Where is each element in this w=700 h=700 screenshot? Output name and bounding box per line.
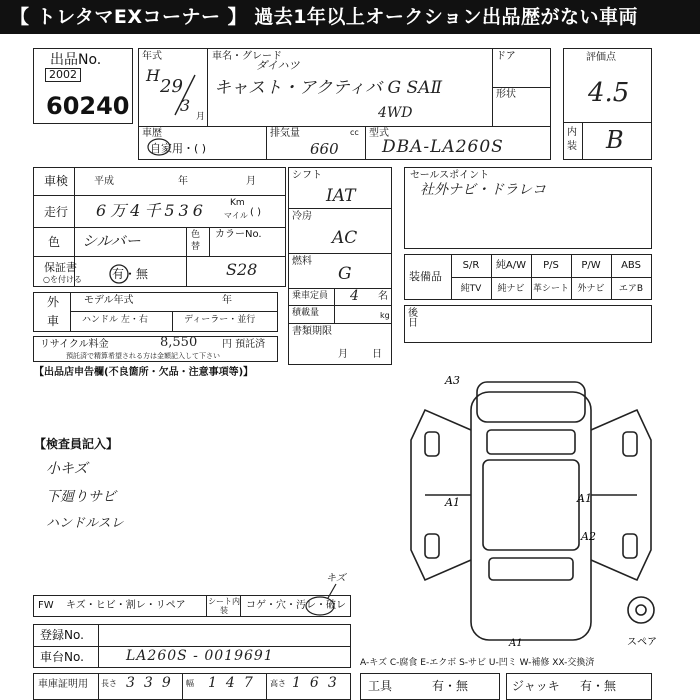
inspection-label: 車検 [44,174,69,188]
shape-label: 形状 [496,89,516,100]
score-value: 4.5 [588,78,630,108]
diagram-mark-5: A1 [509,638,523,649]
door-label: ドア [496,51,516,62]
jack-label: ジャッキ [512,679,560,693]
deadline-month: 月 [338,349,348,360]
load-unit: kg [380,311,390,320]
mileage-label: 走行 [44,205,69,219]
ac-label: 冷房 [292,211,312,222]
inspector-line-3: ハンドルスレ [46,516,124,531]
car-name-label: 車名・グレード [212,51,282,62]
width-value: 147 [208,675,262,691]
rear-label: 後日 [408,308,418,329]
color-no-value: S28 [226,260,258,279]
shift-value: IAT [326,186,356,206]
color-no-label: カラーNo. [215,229,262,240]
deadline-day: 日 [372,349,382,360]
car-maker-note: ダイハツ [256,59,300,72]
width-label: 幅 [186,679,194,688]
tools-label: 工具 [368,679,393,693]
mileage-km: Km [230,198,245,208]
model-year-era: H [146,66,160,85]
notes-header: 【出品店申告欄(不良箇所・欠品・注意事項等)】 [34,367,254,378]
fw-damage: キズ・ヒビ・割レ・リペア [66,600,186,611]
jack-options: 有・無 [580,679,617,693]
foreign-label-1: 外 [47,295,60,309]
inspection-year-label: 年 [178,176,188,187]
model-year-year: 29 [160,76,183,97]
score-label: 評価点 [586,52,616,63]
model-year-month-unit: 月 [196,112,206,122]
chassis-value: LA260S - 0019691 [126,648,274,664]
model-year-label: 年式 [142,51,162,62]
foreign-year-label: 年 [222,295,232,306]
height-label: 高さ [270,679,286,688]
chassis-label: 車台No. [40,650,84,664]
registration-label: 登録No. [40,628,84,642]
lot-label: 出品No. [50,52,102,68]
foreign-handle: ハンドル 左・右 [82,315,148,325]
foreign-model-year-label: モデル年式 [84,295,134,306]
lot-number: 60240 [46,92,130,120]
model-code-value: DBA-LA260S [382,137,504,157]
usage-options: 自家用・( ) [150,142,207,155]
warranty-options: 有・無 [112,267,149,281]
inspection-month-label: 月 [246,176,256,187]
displacement-label: 排気量 [270,128,300,139]
tools-options: 有・無 [432,679,469,693]
warranty-label: 保証書 [44,261,77,274]
inspector-line-1: 小キズ [46,461,88,477]
equipment-item: エアB [618,284,644,294]
interior-label: 内装 [567,127,577,152]
color-value: シルバー [82,232,141,250]
diagram-mark-1: A3 [445,374,460,387]
equipment-item: 革シート [532,284,569,294]
recycle-note: 預託済で精算希望される方は金額記入して下さい [66,352,220,360]
mileage-mile: マイル [224,211,248,220]
displacement-value: 660 [310,140,339,158]
equipment-label: 装備品 [409,270,442,283]
spare-label: スペア [627,637,657,648]
damage-legend: A-キズ C-腐食 E-エクボ S-サビ U-凹ミ W-補修 XX-交換済 [360,658,595,668]
foreign-dealer: ディーラー・並行 [184,315,256,325]
fw-label: FW [38,600,54,611]
foreign-label-2: 車 [47,314,60,328]
mileage-paren: ( ) [250,207,261,218]
diagram-mark-3: A1 [577,492,592,505]
lot-year-tag: 2002 [45,68,81,82]
ac-value: AC [332,228,358,248]
length-label: 長さ [101,679,117,688]
interior-value: B [606,126,624,154]
diagram-mark-2: A1 [445,496,460,509]
deadline-label: 書類期限 [292,326,332,337]
warranty-note: ○を付ける [43,275,82,284]
inspector-header: 【検査員記入】 [34,437,119,451]
length-value: 339 [126,675,180,691]
load-label: 積載量 [292,308,320,318]
shift-label: シフト [292,170,322,181]
car-name: キャスト・アクティバ G SAⅡ [214,78,442,98]
car-damage-diagram [405,370,675,650]
fw-seat-options: コゲ・穴・汚レ・破レ [246,600,346,611]
usage-label: 車歴 [142,128,162,139]
warranty-circle [108,263,130,285]
rear-box [404,305,652,343]
recycle-value: 8,550 [160,335,198,350]
sales-point-value: 社外ナビ・ドラレコ [420,182,546,198]
certificate-label: 車庫証明用 [38,679,88,690]
inspector-line-2: 下廻りサビ [46,489,116,505]
capacity-value: 4 [350,288,359,304]
sales-point-label: セールスポイント [410,170,490,181]
mileage-value: 6万4千536 [96,201,207,220]
capacity-unit: 名 [378,291,388,302]
color-label: 色 [48,235,61,249]
inspection-era: 平成 [94,176,114,187]
equipment-item: P/S [543,260,559,271]
displacement-unit: cc [350,128,359,137]
equipment-item: 外ナビ [577,284,605,294]
equipment-item: P/W [581,260,601,271]
equipment-item: 純ナビ [497,284,525,294]
model-year-month: 3 [180,96,191,115]
header-banner: 【 トレタマEXコーナー 】 過去1年以上オークション出品歴がない車両 [0,0,700,34]
capacity-label: 乗車定員 [292,291,329,301]
diagram-mark-4: A2 [581,530,596,543]
fw-seat-label: シート内装 [208,597,240,615]
model-code-label: 型式 [369,128,389,139]
height-value: 163 [292,675,346,691]
fw-handwritten: キズ [326,573,346,584]
equipment-item: 純A/W [495,260,527,271]
repaint-label: 色替 [191,230,201,252]
car-drive: 4WD [378,105,413,121]
equipment-item: 純TV [460,284,482,294]
equipment-item: S/R [462,260,480,271]
recycle-deposit: 円 預託済 [222,339,266,350]
fuel-label: 燃料 [292,256,312,267]
recycle-label: リサイクル料金 [40,339,109,350]
fuel-value: G [338,264,352,284]
equipment-item: ABS [621,260,641,271]
